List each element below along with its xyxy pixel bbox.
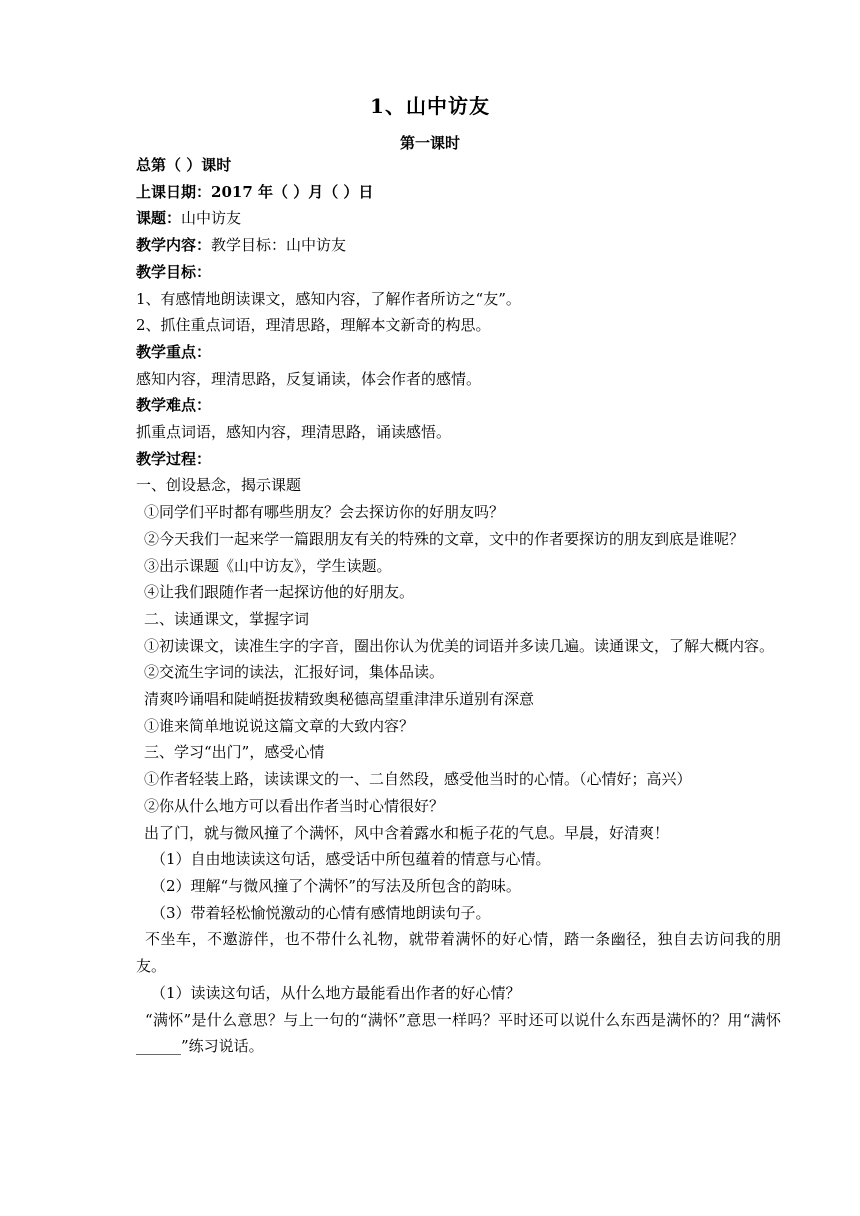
section-title: 一、创设悬念，揭示课题	[136, 476, 302, 495]
quoted-sentence: 不坐车，不邀游伴，也不带什么礼物，就带着满怀的好心情，踏一条幽径，独自去访问我的朋友。	[136, 930, 781, 976]
step-item: ③出示课题《山中访友》，学生读题。	[144, 556, 392, 575]
step-item: ①初读课文，读准生字的字音，圈出你认为优美的词语并多读几遍。读通课文，了解大概内容。	[144, 636, 775, 655]
topic-value: 山中访友	[181, 209, 242, 228]
document-body	[136, 152, 781, 1060]
step-item: ④让我们跟随作者一起探访他的好朋友。	[144, 583, 415, 602]
sub-step-item: （1）自由地读读这句话，感受话中所包蕴着的情意与心情。	[151, 850, 551, 869]
goal-item: 2、抓住重点词语，理清思路，理解本文新奇的构思。	[136, 316, 491, 335]
step-item: ①同学们平时都有哪些朋友？会去探访你的好朋友吗？	[144, 503, 505, 522]
goals-heading: 教学目标：	[136, 262, 212, 281]
key-points-text: 感知内容，理清思路，反复诵读，体会作者的感情。	[136, 369, 482, 388]
content-value: 教学目标：山中访友	[211, 236, 347, 255]
step-item: ②交流生字词的读法，汇报好词，集体品读。	[144, 663, 445, 682]
step-item: ①谁来简单地说说这篇文章的大致内容？	[144, 716, 415, 735]
step-item: “满怀”是什么意思？与上一句的“满怀”意思一样吗？平时还可以说什么东西是满怀的？用“满怀______”练习说话。	[136, 1010, 781, 1056]
topic-label: 课题：	[136, 209, 182, 228]
goal-item: 1、有感情地朗读课文，感知内容，了解作者所访之“友”。	[136, 289, 521, 308]
key-points-heading: 教学重点：	[136, 342, 212, 361]
date-value: 2017 年（ ）月（ ）日	[211, 182, 374, 201]
step-item: ②今天我们一起来学一篇跟朋友有关的特殊的文章，文中的作者要探访的朋友到底是谁呢？	[144, 529, 745, 548]
section-title: 三、学习“出门”，感受心情	[144, 743, 325, 762]
step-item: ②你从什么地方可以看出作者当时心情很好？	[144, 796, 445, 815]
vocabulary-words: 清爽吟诵唱和陡峭挺拔精致奥秘德高望重津津乐道别有深意	[144, 690, 535, 709]
content-label: 教学内容：	[136, 236, 212, 255]
difficulties-text: 抓重点词语，感知内容，理清思路，诵读感悟。	[136, 423, 452, 442]
content-line	[136, 232, 781, 259]
section-title: 二、读通课文，掌握字词	[144, 609, 310, 628]
date-line	[136, 179, 781, 206]
topic-line	[136, 205, 781, 232]
difficulties-heading: 教学难点：	[136, 396, 212, 415]
quoted-sentence: 出了门，就与微风撞了个满怀，风中含着露水和栀子花的气息。早晨，好清爽！	[144, 823, 670, 842]
sub-step-item: （2）理解“与微风撞了个满怀”的写法及所包含的韵味。	[151, 876, 521, 895]
total-lesson-line: 总第（ ）课时	[136, 156, 232, 174]
sub-step-item: （1）读读这句话，从什么地方最能看出作者的好心情？	[151, 983, 521, 1002]
sub-step-item: （3）带着轻松愉悦激动的心情有感情地朗读句子。	[151, 903, 491, 922]
process-heading: 教学过程：	[136, 449, 212, 468]
page-title: 1、山中访友	[370, 94, 490, 118]
date-label: 上课日期：	[136, 182, 212, 201]
lesson-subtitle: 第一课时	[399, 134, 460, 152]
step-item: ①作者轻装上路，读读课文的一、二自然段，感受他当时的心情。（心情好；高兴）	[144, 770, 692, 789]
